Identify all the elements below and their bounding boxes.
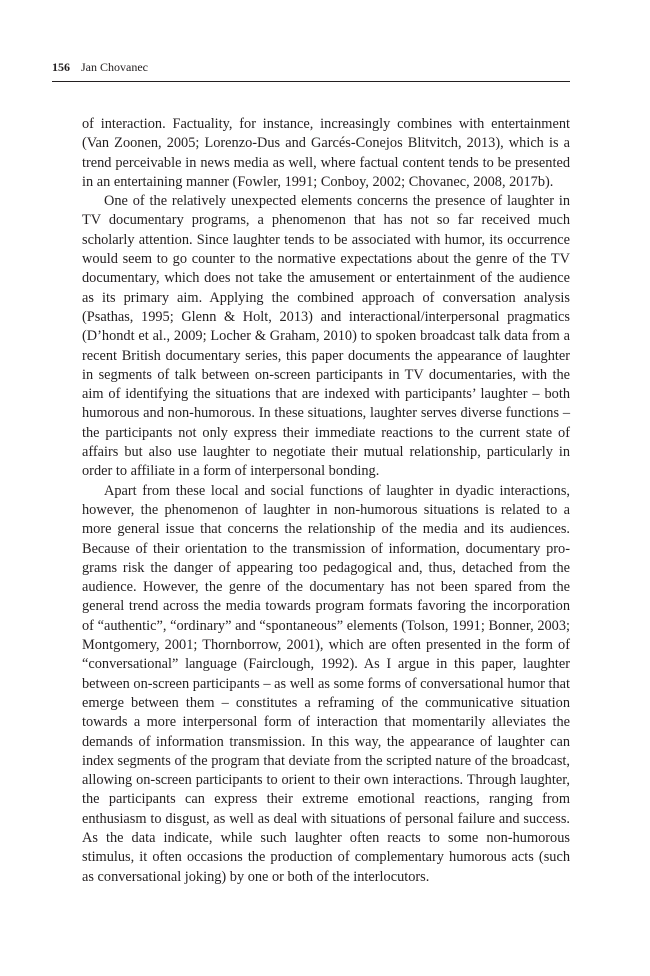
paragraph-3: Apart from these local and social functions of laughter in dyadic interactions, however, the phenomenon of laughter in non-humorous situations is related to a more general issue that concerns the relationship of the media and its audiences. Because of their orientation to the transmission of information, documentary programs risk the danger of appearing too pedagogical and, thus, detached from the audience. However, the genre of the documentary has not been spared from the general trend across the media towards program formats favoring the incorporation of “authentic”, “ordinary” and “spontaneous” elements (Tolson, 1991; Bonner, 2003; Montgomery, 2001; Thornborrow, 2001), which are often presented in the form of “conversational” language (Fairclough, 1992). As I argue in this paper, laughter between on-screen participants – as well as some forms of conversational humor that emerge between them – constitutes a reframing of the communicative situation towards a more interpersonal form of interaction that momentarily alleviates the demands of information transmission. In this way, the appearance of laughter can index segments of the program that deviate from the scripted nature of the broadcast, allowing on-screen participants to orient to their own interactions. Through laughter, the participants can express their extreme emotional reactions, ranging from enthusiasm to disgust, as well as deal with situations of personal failure and success. As the data indicate, while such laughter often reacts to some non-humorous stimulus, it often occasions the production of complementary humorous acts (such as conversational joking) by one or both of the interlocutors. xyxy=(82,482,570,885)
page-number: 156 xyxy=(52,60,70,74)
paragraph-2: One of the relatively unexpected elements concerns the presence of laughter in TV documentary programs, a phenomenon that has not so far received much scholarly attention. Since laughter tends to be associated with humor, its occurrence would seem to go counter to the normative expectations about the genre of the TV documentary, which does not take the amusement or entertainment of the audience as its primary aim. Applying the combined approach of conversation analysis (Psathas, 1995; Glenn & Holt, 2013) and interactional/interpersonal pragmatics (D’hondt et al., 2009; Locher & Graham, 2010) to spoken broadcast talk data from a recent British documentary series, this paper documents the appearance of laughter in segments of talk between on-screen participants in TV documentaries, with the aim of identifying the situations that are indexed with participants’ laughter – both humorous and non-humorous. In these situations, laughter serves diverse functions – the participants not only express their immediate reactions to the current state of affairs but also use laughter to negotiate their mutual relationship, particularly in order to affiliate in a form of interpersonal bonding. xyxy=(82,193,570,480)
paragraph-1: of interaction. Factuality, for instance, increasingly combines with entertainment (Van Zoonen, 2005; Lorenzo-Dus and Garcés-Conejos Blitvitch, 2013), which is a trend perceivable in news media as well, where factual content tends to be presented in an entertaining manner (Fowler, 1991; Conboy, 2002; Chovanec, 2008, 2017b). xyxy=(82,116,570,190)
body-text xyxy=(82,115,570,887)
running-head xyxy=(52,59,570,82)
running-head-author: Jan Chovanec xyxy=(81,60,148,74)
